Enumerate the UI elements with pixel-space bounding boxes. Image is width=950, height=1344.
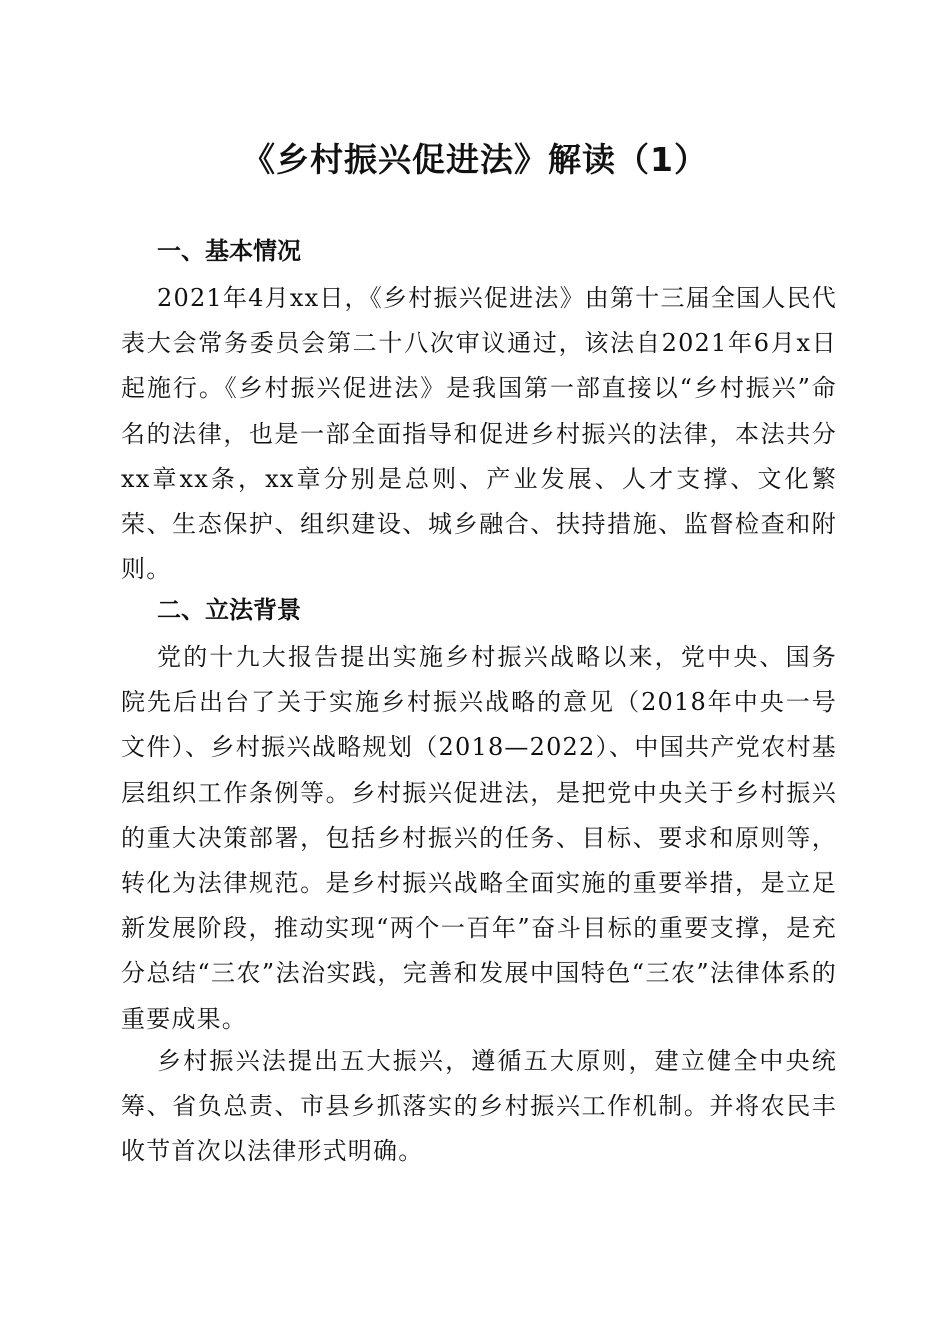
document-title: 《乡村振兴促进法》解读（1） [242, 140, 708, 179]
paragraph-legislative-background: 党的十九大报告提出实施乡村振兴战略以来，党中央、国务院先后出台了关于实施乡村振兴战略的意见（2018年中央一号文件）、乡村振兴战略规划（2018—2022）、中国共产党农村基层组织工作条例等。乡村振兴促进法，是把党中央关于乡村振兴的重大决策部署，包括乡村振兴的任务、目标、要求和原则等，转化为法律规范。是乡村振兴战略全面实施的重要举措，是立足新发展阶段，推动实现“两个一百年”奋斗目标的重要支撑，是充分总结“三农”法治实践，完善和发展中国特色“三农”法律体系的重要成果。 [121, 643, 837, 1033]
section-heading-legislative-background: 二、立法背景 [157, 596, 301, 624]
paragraph-five-revitalizations: 乡村振兴法提出五大振兴，遵循五大原则，建立健全中央统筹、省负总责、市县乡抓落实的乡村振兴工作机制。并将农民丰收节首次以法律形式明确。 [121, 1047, 837, 1166]
paragraph-basic-info: 2021年4月xx日，《乡村振兴促进法》由第十三届全国人民代表大会常务委员会第二十八次审议通过，该法自2021年6月x日起施行。《乡村振兴促进法》是我国第一部直接以“乡村振兴”命名的法律，也是一部全面指导和促进乡村振兴的法律，本法共分xx章xx条，xx章分别是总则、产业发展、人才支撑、文化繁荣、生态保护、组织建设、城乡融合、扶持措施、监督检查和附则。 [121, 284, 837, 584]
section-heading-basic-info: 一、基本情况 [157, 237, 301, 265]
